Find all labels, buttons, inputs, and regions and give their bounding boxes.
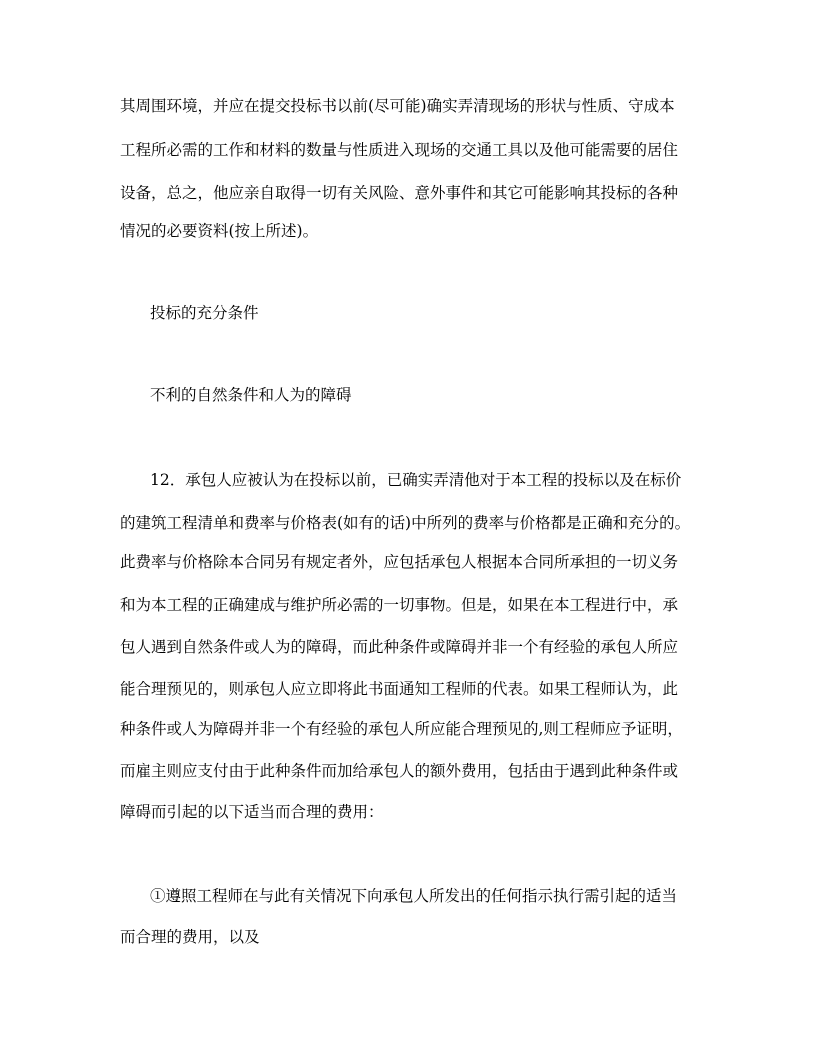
item-1-line-1: ①遵照工程师在与此有关情况下向承包人所发出的任何指示执行需引起的适当 <box>150 887 678 905</box>
paragraph-1-line-1: 其周围环境，并应在提交投标书以前(尽可能)确实弄清现场的形状与性质、守成本 <box>120 97 675 115</box>
clause-12-line-1: 12．承包人应被认为在投标以前，已确实弄清他对于本工程的投标以及在标价 <box>150 471 682 489</box>
clause-12-line-3: 此费率与价格除本合同另有规定者外，应包括承包人根据本合同所承担的一切义务 <box>120 553 679 571</box>
item-1-line-2: 而合理的费用，以及 <box>120 928 260 946</box>
paragraph-1-line-4: 情况的必要资料(按上所述)。 <box>120 222 319 240</box>
clause-12-line-5: 包人遇到自然条件或人为的障碍，而此种条件或障碍并非一个有经验的承包人所应 <box>120 638 679 656</box>
clause-12-line-2: 的建筑工程清单和费率与价格表(如有的话)中所列的费率与价格都是正确和充分的。 <box>120 514 691 532</box>
paragraph-1-line-3: 设备，总之，他应亲自取得一切有关风险、意外事件和其它可能影响其投标的各种 <box>120 184 679 202</box>
clause-12-line-7: 种条件或人为障碍并非一个有经验的承包人所应能合理预见的,则工程师应予证明， <box>120 720 683 738</box>
clause-12-line-4: 和为本工程的正确建成与维护所必需的一切事物。但是，如果在本工程进行中，承 <box>120 596 679 614</box>
clause-12-line-6: 能合理预见的，则承包人应立即将此书面通知工程师的代表。如果工程师认为，此 <box>120 680 679 698</box>
section-heading-adverse-conditions: 不利的自然条件和人为的障碍 <box>150 386 352 404</box>
clause-12-line-9: 障碍而引起的以下适当而合理的费用： <box>120 803 384 821</box>
section-heading-bid-conditions: 投标的充分条件 <box>150 304 259 322</box>
clause-12-line-8: 而雇主则应支付由于此种条件而加给承包人的额外费用，包括由于遇到此种条件或 <box>120 762 679 780</box>
paragraph-1-line-2: 工程所必需的工作和材料的数量与性质进入现场的交通工具以及他可能需要的居住 <box>120 141 679 159</box>
